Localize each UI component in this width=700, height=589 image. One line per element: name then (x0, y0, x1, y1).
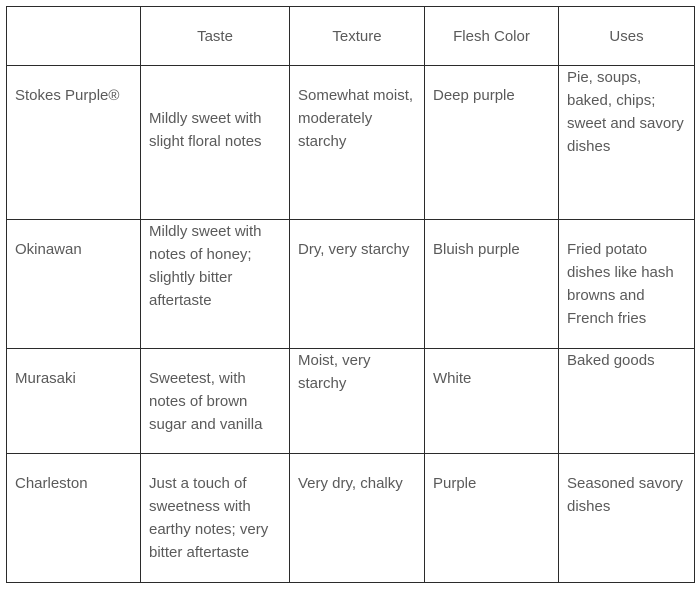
table-row (7, 66, 695, 220)
variety-name: Murasaki (15, 370, 76, 387)
table-row (7, 220, 695, 349)
taste-text: Mildly sweet with notes of honey; slightly bitter aftertaste (149, 223, 262, 309)
taste-cell (141, 349, 290, 454)
header-cell-uses: Uses (559, 7, 695, 66)
flesh-color-text: White (433, 370, 472, 387)
taste-cell (141, 66, 290, 220)
header-cell-texture: Texture (290, 7, 425, 66)
uses-cell (559, 66, 695, 220)
taste-text: Mildly sweet with slight floral notes (149, 110, 262, 150)
taste-text: Sweetest, with notes of brown sugar and vanilla (149, 370, 263, 433)
header-cell-taste: Taste (141, 7, 290, 66)
uses-cell (559, 454, 695, 583)
table-row (7, 454, 695, 583)
texture-cell (290, 66, 425, 220)
table-row (7, 349, 695, 454)
uses-text: Fried potato dishes like hash browns and French fries (567, 241, 674, 327)
sweet-potato-comparison-table (6, 6, 695, 583)
variety-name: Charleston (15, 475, 88, 492)
header-row (7, 7, 695, 66)
uses-cell (559, 220, 695, 349)
flesh-color-cell (425, 220, 559, 349)
flesh-color-text: Bluish purple (433, 241, 520, 258)
uses-cell (559, 349, 695, 454)
variety-cell (7, 66, 141, 220)
flesh-color-cell (425, 349, 559, 454)
header-cell-flesh-color: Flesh Color (425, 7, 559, 66)
header-cell-empty (7, 7, 141, 66)
texture-text: Dry, very starchy (298, 241, 410, 258)
flesh-color-text: Purple (433, 475, 477, 492)
taste-cell (141, 454, 290, 583)
texture-text: Somewhat moist, moderately starchy (298, 87, 414, 150)
uses-text: Seasoned savory dishes (567, 475, 683, 515)
variety-cell (7, 454, 141, 583)
texture-cell (290, 454, 425, 583)
variety-name: Stokes Purple® (15, 87, 120, 104)
uses-text: Baked goods (567, 352, 655, 369)
texture-cell (290, 220, 425, 349)
taste-text: Just a touch of sweetness with earthy notes; very bitter aftertaste (149, 475, 269, 561)
flesh-color-cell (425, 454, 559, 583)
flesh-color-text: Deep purple (433, 87, 515, 104)
texture-text: Moist, very starchy (298, 352, 371, 392)
uses-text: Pie, soups, baked, chips; sweet and savory dishes (567, 69, 684, 155)
texture-cell (290, 349, 425, 454)
variety-name: Okinawan (15, 241, 82, 258)
taste-cell (141, 220, 290, 349)
variety-cell (7, 349, 141, 454)
variety-cell (7, 220, 141, 349)
flesh-color-cell (425, 66, 559, 220)
texture-text: Very dry, chalky (298, 475, 403, 492)
